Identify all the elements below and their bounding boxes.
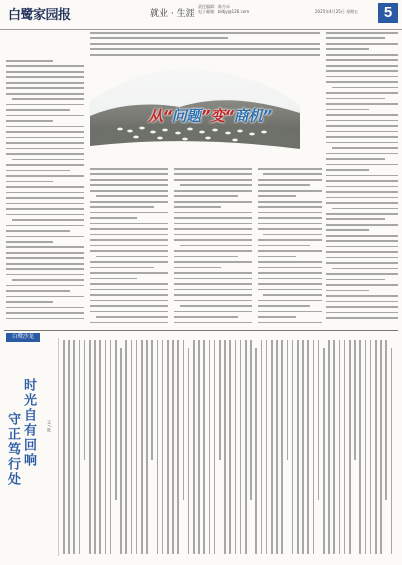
text-line	[6, 307, 84, 309]
text-line	[258, 250, 322, 252]
feature-headline	[148, 105, 272, 126]
headline-part-4: 商机”	[233, 107, 272, 125]
text-line	[6, 257, 84, 259]
text-line	[326, 175, 398, 177]
article-column-1	[6, 60, 84, 328]
text-line	[326, 251, 398, 253]
text-column	[369, 340, 373, 555]
text-line	[6, 230, 70, 232]
text-column	[343, 340, 347, 555]
text-lines	[90, 168, 168, 323]
text-column	[150, 340, 154, 555]
text-line	[258, 300, 322, 302]
text-column	[312, 340, 316, 555]
text-column	[353, 340, 357, 555]
text-line	[174, 179, 252, 181]
text-line	[90, 190, 168, 192]
text-line	[258, 272, 322, 274]
text-column	[176, 340, 180, 555]
text-lines	[6, 60, 84, 319]
text-line	[174, 300, 252, 302]
text-column	[286, 340, 290, 555]
text-column	[93, 340, 97, 555]
text-line	[326, 54, 398, 56]
text-line	[90, 173, 168, 175]
text-line	[6, 115, 84, 117]
text-column	[390, 340, 394, 555]
text-line	[326, 98, 385, 100]
text-line	[180, 305, 252, 307]
text-line	[6, 203, 84, 205]
issue-date: 2025年4月25日 星期五	[315, 9, 359, 14]
text-line	[6, 263, 84, 265]
section-divider	[4, 330, 398, 331]
text-line	[174, 234, 252, 236]
text-line	[174, 250, 252, 252]
essay-author: 文 / 陈	[47, 420, 52, 432]
text-line	[6, 290, 70, 292]
text-line	[6, 214, 84, 216]
text-line	[6, 197, 84, 199]
text-line	[258, 217, 322, 219]
text-line	[326, 158, 385, 160]
text-line	[263, 294, 322, 296]
text-line	[326, 65, 398, 67]
article-column-2	[90, 168, 168, 328]
text-line	[180, 245, 252, 247]
text-line	[326, 136, 398, 138]
text-line	[263, 173, 322, 175]
text-column	[197, 340, 201, 555]
text-line	[6, 71, 84, 73]
text-lines	[90, 32, 320, 56]
text-line	[258, 305, 310, 307]
text-line	[6, 175, 84, 177]
text-column	[130, 340, 134, 555]
text-line	[6, 65, 84, 67]
text-column	[62, 340, 66, 555]
text-column	[72, 340, 76, 555]
text-line	[174, 322, 252, 324]
text-line	[174, 212, 252, 214]
feature-photo	[90, 61, 300, 163]
text-line	[6, 131, 84, 133]
text-line	[6, 126, 84, 128]
text-line	[258, 267, 322, 269]
text-column	[379, 340, 383, 555]
text-line	[258, 212, 322, 214]
text-column	[239, 340, 243, 555]
text-column	[296, 340, 300, 555]
text-line	[326, 186, 398, 188]
text-column	[364, 340, 368, 555]
text-line	[6, 181, 53, 183]
text-line	[326, 240, 398, 242]
text-line	[326, 197, 398, 199]
essay-title-line-1: 守正笃行处	[5, 412, 20, 487]
text-column	[260, 340, 264, 555]
text-line	[6, 208, 84, 210]
text-line	[6, 76, 84, 78]
text-line	[326, 290, 369, 292]
text-line	[258, 311, 322, 313]
text-line	[258, 184, 310, 186]
text-line	[90, 245, 168, 247]
text-line	[326, 306, 398, 308]
text-column	[171, 340, 175, 555]
text-line	[174, 223, 252, 225]
text-line	[326, 81, 398, 83]
text-line	[6, 170, 70, 172]
text-line	[90, 294, 168, 296]
text-line	[326, 48, 369, 50]
text-column	[338, 340, 342, 555]
text-column	[202, 340, 206, 555]
text-line	[6, 225, 84, 227]
text-line	[258, 179, 322, 181]
text-line	[326, 284, 398, 286]
text-line	[90, 283, 168, 285]
text-line	[326, 202, 398, 204]
text-line	[258, 278, 322, 280]
text-column	[78, 340, 82, 555]
text-line	[96, 195, 168, 197]
text-column	[270, 340, 274, 555]
text-line	[6, 109, 70, 111]
text-line	[90, 201, 168, 203]
text-line	[174, 201, 252, 203]
text-line	[174, 256, 238, 258]
text-line	[90, 322, 168, 324]
text-line	[6, 246, 84, 248]
text-line	[332, 147, 398, 149]
text-line	[258, 239, 322, 241]
column-rule	[58, 338, 59, 556]
text-line	[326, 120, 398, 122]
text-line	[326, 301, 398, 303]
text-line	[90, 228, 168, 230]
text-line	[326, 153, 398, 155]
text-line	[90, 305, 168, 307]
text-line	[6, 192, 84, 194]
text-line	[326, 92, 398, 94]
newspaper-masthead: 白鹭家园报	[8, 8, 71, 23]
text-line	[258, 228, 322, 230]
text-column	[124, 340, 128, 555]
text-line	[12, 98, 84, 100]
text-column	[135, 340, 139, 555]
text-line	[6, 285, 84, 287]
text-line	[90, 223, 168, 225]
text-line	[174, 261, 252, 263]
text-column	[234, 340, 238, 555]
text-line	[6, 87, 84, 89]
text-line	[326, 59, 398, 61]
text-line	[90, 168, 168, 170]
text-line	[174, 206, 221, 208]
text-line	[332, 268, 398, 270]
article-column-1-upper	[90, 32, 320, 58]
article-column-3	[174, 168, 252, 328]
text-column	[249, 340, 253, 555]
text-line	[174, 278, 252, 280]
text-line	[6, 296, 84, 298]
text-line	[258, 245, 310, 247]
text-column	[104, 340, 108, 555]
text-line	[174, 272, 252, 274]
text-column	[88, 340, 92, 555]
text-line	[263, 234, 322, 236]
text-column	[223, 340, 227, 555]
text-column	[301, 340, 305, 555]
text-column	[192, 340, 196, 555]
text-line	[258, 283, 322, 285]
text-line	[326, 164, 398, 166]
text-line	[258, 316, 296, 318]
text-column	[114, 340, 118, 555]
text-line	[326, 142, 398, 144]
text-line	[174, 173, 252, 175]
text-line	[6, 301, 53, 303]
text-line	[6, 274, 84, 276]
text-lines	[326, 32, 398, 319]
text-line	[90, 278, 137, 280]
text-line	[174, 168, 252, 170]
text-line	[326, 218, 385, 220]
text-column	[67, 340, 71, 555]
article-column-5	[326, 32, 398, 328]
text-column	[182, 340, 186, 555]
text-line	[90, 267, 154, 269]
text-line	[6, 60, 53, 62]
text-column	[145, 340, 149, 555]
text-column	[218, 340, 222, 555]
text-line	[326, 131, 398, 133]
text-line	[326, 317, 398, 319]
text-column	[187, 340, 191, 555]
text-column	[275, 340, 279, 555]
text-line	[326, 279, 385, 281]
text-line	[326, 37, 385, 39]
text-line	[258, 206, 322, 208]
essay-title-line-2: 时光自有回响	[21, 378, 36, 468]
text-column	[244, 340, 248, 555]
text-line	[174, 294, 252, 296]
text-line	[326, 262, 398, 264]
text-line	[174, 267, 221, 269]
text-column	[332, 340, 336, 555]
text-line	[326, 312, 398, 314]
text-column	[98, 340, 102, 555]
text-line	[90, 289, 168, 291]
text-line	[12, 219, 84, 221]
text-line	[326, 191, 398, 193]
text-column	[161, 340, 165, 555]
text-line	[326, 273, 398, 275]
text-line	[258, 261, 322, 263]
page-header	[0, 0, 402, 30]
text-line	[90, 272, 168, 274]
text-column	[109, 340, 113, 555]
text-line	[6, 104, 84, 106]
text-line	[174, 289, 252, 291]
text-line	[258, 223, 322, 225]
text-line	[174, 195, 238, 197]
text-column	[306, 340, 310, 555]
text-line	[90, 184, 168, 186]
text-lines	[174, 168, 252, 323]
text-line	[326, 224, 398, 226]
text-line	[258, 322, 322, 324]
text-line	[6, 148, 84, 150]
text-line	[326, 109, 369, 111]
text-column	[228, 340, 232, 555]
text-line	[90, 239, 168, 241]
text-line	[6, 153, 84, 155]
text-line	[90, 300, 168, 302]
text-line	[326, 43, 398, 45]
text-line	[326, 295, 398, 297]
text-column	[140, 340, 144, 555]
text-column	[83, 340, 87, 555]
text-column	[208, 340, 212, 555]
text-line	[6, 312, 84, 314]
text-lines	[258, 168, 322, 323]
text-column	[254, 340, 258, 555]
text-column	[156, 340, 160, 555]
column-tag: 白鹭沙龙	[6, 333, 40, 342]
editor-email: 电子邮箱：bldjy@126.com	[198, 9, 250, 14]
text-line	[90, 217, 137, 219]
page-number-badge: 5	[378, 3, 398, 23]
essay-body	[62, 340, 398, 555]
text-line	[258, 289, 322, 291]
text-column	[166, 340, 170, 555]
text-line	[6, 268, 84, 270]
text-line	[90, 250, 168, 252]
text-line	[174, 239, 252, 241]
text-line	[6, 82, 84, 84]
text-line	[326, 229, 369, 231]
headline-part-2: 问题	[171, 107, 201, 125]
text-line	[174, 283, 252, 285]
text-line	[6, 164, 84, 166]
text-line	[326, 257, 398, 259]
text-line	[90, 54, 320, 56]
text-line	[6, 137, 84, 139]
text-line	[96, 256, 168, 258]
text-column	[213, 340, 217, 555]
text-line	[174, 311, 252, 313]
text-line	[90, 48, 320, 50]
text-line	[90, 212, 168, 214]
text-line	[174, 190, 252, 192]
text-line	[6, 236, 84, 238]
text-line	[332, 87, 398, 89]
text-column	[291, 340, 295, 555]
text-line	[90, 179, 168, 181]
text-line	[326, 70, 398, 72]
text-column	[348, 340, 352, 555]
text-line	[174, 228, 252, 230]
text-line	[90, 206, 154, 208]
text-line	[326, 235, 398, 237]
article-column-4	[258, 168, 322, 328]
text-line	[12, 159, 84, 161]
section-title: 就业 · 生涯	[150, 9, 195, 19]
text-line	[6, 186, 84, 188]
text-line	[326, 103, 398, 105]
text-line	[90, 311, 168, 313]
text-line	[90, 261, 168, 263]
text-line	[258, 256, 296, 258]
text-line	[326, 180, 398, 182]
text-column	[374, 340, 378, 555]
text-line	[326, 213, 398, 215]
text-line	[90, 234, 168, 236]
text-line	[6, 241, 53, 243]
text-column	[265, 340, 269, 555]
text-line	[332, 208, 398, 210]
text-line	[258, 195, 296, 197]
text-column	[317, 340, 321, 555]
text-line	[6, 142, 84, 144]
text-line	[326, 125, 398, 127]
text-line	[258, 190, 322, 192]
text-line	[96, 316, 168, 318]
text-line	[6, 120, 53, 122]
text-line	[326, 76, 398, 78]
text-line	[90, 43, 320, 45]
text-line	[326, 114, 398, 116]
text-line	[12, 279, 84, 281]
text-column	[358, 340, 362, 555]
text-column	[327, 340, 331, 555]
text-column	[280, 340, 284, 555]
text-line	[326, 246, 398, 248]
headline-part-3: ”变“	[200, 107, 234, 125]
text-line	[326, 32, 398, 34]
text-line	[90, 32, 320, 34]
text-column	[384, 340, 388, 555]
text-column	[322, 340, 326, 555]
editor-info	[198, 4, 249, 14]
text-line	[258, 168, 322, 170]
text-line	[326, 169, 369, 171]
text-line	[6, 93, 84, 95]
text-line	[174, 316, 238, 318]
text-column	[119, 340, 123, 555]
text-line	[6, 318, 84, 320]
headline-part-1: 从“	[148, 107, 172, 125]
text-line	[180, 184, 252, 186]
text-line	[258, 201, 322, 203]
editor-name: 责任编辑：陈丹禾	[198, 4, 230, 9]
text-line	[6, 252, 84, 254]
text-line	[174, 217, 252, 219]
text-line	[90, 37, 228, 39]
